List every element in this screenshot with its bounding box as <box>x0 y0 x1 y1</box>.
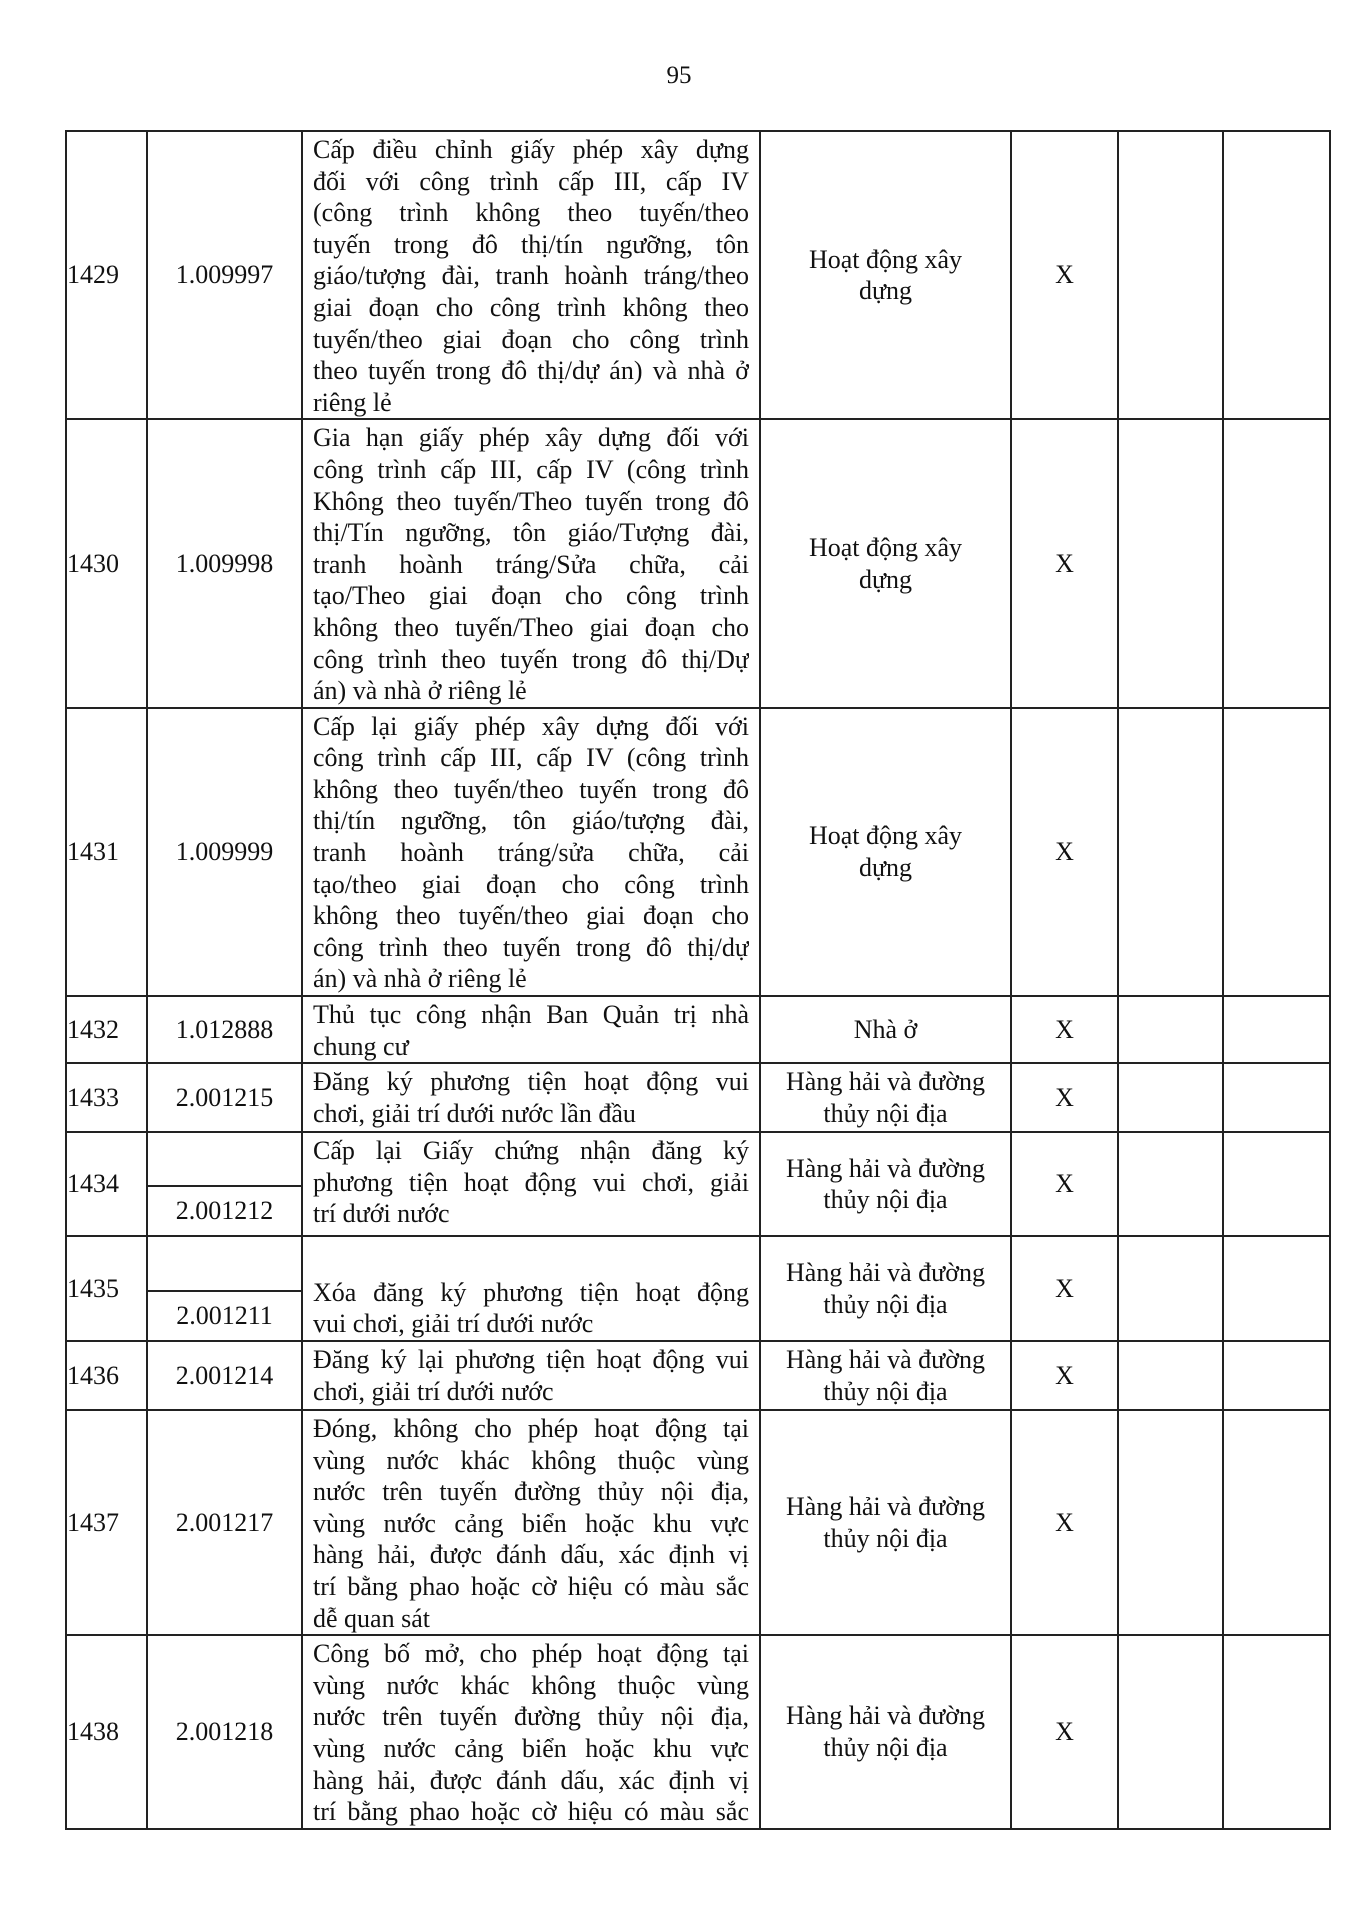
empty-cell <box>1118 1341 1223 1410</box>
procedure-name-line: công trình cấp III, cấp IV (công trình <box>313 454 749 484</box>
x-mark-text: X <box>1055 1169 1074 1199</box>
x-mark-text: X <box>1055 1717 1074 1747</box>
field-name-line: thủy nội địa <box>823 1185 948 1215</box>
procedure-name-line: trí dưới nước <box>313 1199 450 1229</box>
procedure-name-line: tuyến trong đô thị/tín ngưỡng, tôn <box>313 229 749 259</box>
procedure-name-line: dễ quan sát <box>313 1603 430 1633</box>
procedure-code-text: 1.009998 <box>175 548 274 578</box>
procedure-code-text: 1.009997 <box>175 260 274 290</box>
table-row <box>66 708 1330 996</box>
procedure-name-line: thị/Tín ngưỡng, tôn giáo/Tượng đài, <box>313 518 749 548</box>
procedure-name <box>302 1236 760 1341</box>
procedure-name <box>302 1341 760 1410</box>
procedure-name <box>302 1063 760 1132</box>
empty-cell <box>1223 708 1330 996</box>
x-mark <box>1011 419 1118 707</box>
procedure-name-line: công trình theo tuyến trong đô thị/dự <box>313 932 749 962</box>
procedure-name-line: đối với công trình cấp III, cấp IV <box>313 166 749 196</box>
procedure-code-text: 2.001218 <box>175 1717 274 1747</box>
procedure-code-text: 2.001211 <box>148 1290 301 1340</box>
procedure-name-line: Gia hạn giấy phép xây dựng đối với <box>313 423 749 453</box>
empty-cell <box>1118 1236 1223 1341</box>
procedures-table <box>65 130 1331 1830</box>
row-number <box>66 131 147 419</box>
empty-cell <box>1118 996 1223 1063</box>
procedure-name-line: trí bằng phao hoặc cờ hiệu có màu sắc <box>313 1797 749 1827</box>
procedure-name-line: không theo tuyến/Theo giai đoạn cho <box>313 612 749 642</box>
procedure-name-line: Thủ tục công nhận Ban Quản trị nhà <box>313 1000 749 1030</box>
procedure-name-line: tuyến/theo giai đoạn cho công trình <box>313 324 749 354</box>
row-number <box>66 996 147 1063</box>
procedure-code-text: 2.001217 <box>175 1507 274 1537</box>
row-number-text: 1430 <box>67 548 119 578</box>
x-mark-text: X <box>1055 1507 1074 1537</box>
field-name <box>760 996 1011 1063</box>
procedure-code <box>147 1132 302 1236</box>
x-mark <box>1011 996 1118 1063</box>
procedure-name-line: Đăng ký phương tiện hoạt động vui <box>313 1067 749 1097</box>
field-name <box>760 1132 1011 1236</box>
field-name-line: Hàng hải và đường <box>786 1067 985 1097</box>
procedure-name-line: vùng nước cảng biển hoặc khu vực <box>313 1733 749 1763</box>
empty-cell <box>1223 1410 1330 1635</box>
table-row <box>66 1635 1330 1829</box>
procedure-name-line: phương tiện hoạt động vui chơi, giải <box>313 1167 749 1197</box>
procedure-name-line: thị/tín ngưỡng, tôn giáo/tượng đài, <box>313 806 749 836</box>
empty-cell <box>1118 1132 1223 1236</box>
procedure-name-line: Cấp lại Giấy chứng nhận đăng ký <box>313 1136 749 1166</box>
procedure-name-line: án) và nhà ở riêng lẻ <box>313 964 527 994</box>
row-number-text: 1438 <box>67 1717 119 1747</box>
procedure-code-text: 2.001214 <box>175 1360 274 1390</box>
field-name-line: thủy nội địa <box>823 1098 948 1128</box>
field-name <box>760 1063 1011 1132</box>
empty-cell <box>1223 996 1330 1063</box>
procedure-name-line: tranh hoành tráng/Sửa chữa, cải <box>313 549 749 579</box>
procedure-code <box>147 1063 302 1132</box>
row-number-text: 1435 <box>67 1273 119 1303</box>
procedure-name-line: công trình cấp III, cấp IV (công trình <box>313 743 749 773</box>
row-number-text: 1437 <box>67 1507 119 1537</box>
procedure-code <box>147 1635 302 1829</box>
empty-cell <box>1118 419 1223 707</box>
procedure-name <box>302 1635 760 1829</box>
row-number <box>66 1063 147 1132</box>
procedure-name-line: Không theo tuyến/Theo tuyến trong đô <box>313 486 749 516</box>
procedure-code <box>147 419 302 707</box>
procedure-name-line: Đăng ký lại phương tiện hoạt động vui <box>313 1345 749 1374</box>
row-number-text: 1432 <box>67 1014 119 1044</box>
procedure-name-line: theo tuyến trong đô thị/dự án) và nhà ở <box>313 356 749 386</box>
procedure-name-line: (công trình không theo tuyến/theo <box>313 198 749 228</box>
empty-cell <box>1223 1063 1330 1132</box>
field-name-line: dựng <box>858 276 913 306</box>
procedure-name-line: hàng hải, được đánh dấu, xác định vị <box>313 1540 749 1570</box>
empty-cell <box>1223 1236 1330 1341</box>
procedure-name-line: tranh hoành tráng/sửa chữa, cải <box>313 838 749 868</box>
procedure-name-line <box>313 1245 749 1277</box>
row-number-text: 1433 <box>67 1082 119 1112</box>
empty-cell <box>1118 131 1223 419</box>
procedure-code <box>147 131 302 419</box>
procedure-name-line: giáo/tượng đài, tranh hoành tráng/theo <box>313 261 749 291</box>
procedure-name-line: Cấp điều chỉnh giấy phép xây dựng <box>313 135 749 164</box>
row-number-text: 1436 <box>67 1360 119 1390</box>
procedure-name-line: không theo tuyến/theo giai đoạn cho <box>313 901 749 931</box>
procedure-code <box>147 1410 302 1635</box>
x-mark-text: X <box>1055 1082 1074 1112</box>
row-number <box>66 1410 147 1635</box>
procedure-name-line: nước trên tuyến đường thủy nội địa, <box>313 1702 749 1732</box>
x-mark <box>1011 1132 1118 1236</box>
field-name-line: thủy nội địa <box>823 1732 948 1762</box>
procedure-name-line: vùng nước khác không thuộc vùng <box>313 1445 749 1475</box>
field-name-line: Hàng hải và đường <box>786 1344 985 1374</box>
empty-cell <box>1118 1635 1223 1829</box>
x-mark-text: X <box>1055 1273 1074 1303</box>
procedure-code-text: 2.001215 <box>175 1082 274 1112</box>
table-row <box>66 1341 1330 1410</box>
field-name-line: thủy nội địa <box>823 1289 948 1319</box>
field-name <box>760 1236 1011 1341</box>
procedure-name-line: vùng nước khác không thuộc vùng <box>313 1670 749 1700</box>
procedure-name-line: riêng lẻ <box>313 387 392 417</box>
procedure-name-line: vui chơi, giải trí dưới nước <box>313 1309 594 1339</box>
x-mark <box>1011 1236 1118 1341</box>
procedure-name-line: công trình theo tuyến trong đô thị/Dự <box>313 644 749 674</box>
procedure-code <box>147 1236 302 1341</box>
x-mark <box>1011 1635 1118 1829</box>
x-mark-text: X <box>1055 1360 1074 1390</box>
procedure-name-line: vùng nước cảng biển hoặc khu vực <box>313 1508 749 1538</box>
procedure-name <box>302 708 760 996</box>
empty-cell <box>1118 1063 1223 1132</box>
procedure-name <box>302 419 760 707</box>
field-name-line: Hàng hải và đường <box>786 1258 985 1288</box>
empty-cell <box>1223 419 1330 707</box>
x-mark <box>1011 1063 1118 1132</box>
empty-cell <box>1223 1635 1330 1829</box>
procedure-name-line: án) và nhà ở riêng lẻ <box>313 676 527 706</box>
field-name-line: thủy nội địa <box>823 1376 948 1406</box>
field-name-line: Hoạt động xây <box>808 821 963 851</box>
x-mark-text: X <box>1055 1014 1074 1044</box>
procedure-name-line: giai đoạn cho công trình không theo <box>313 292 749 322</box>
procedure-name-line: nước trên tuyến đường thủy nội địa, <box>313 1477 749 1507</box>
field-name <box>760 131 1011 419</box>
empty-cell <box>1223 1132 1330 1236</box>
empty-cell <box>1223 1341 1330 1410</box>
procedure-name <box>302 131 760 419</box>
procedure-name-line: trí bằng phao hoặc cờ hiệu có màu sắc <box>313 1571 749 1601</box>
procedure-code-text: 1.009999 <box>175 837 274 867</box>
field-name <box>760 708 1011 996</box>
procedure-name-line: Công bố mở, cho phép hoạt động tại <box>313 1639 749 1669</box>
field-name-line: thủy nội địa <box>823 1523 948 1553</box>
x-mark <box>1011 708 1118 996</box>
field-name-line: Nhà ở <box>853 1014 918 1044</box>
procedure-name-line: tạo/theo giai đoạn cho công trình <box>313 869 749 899</box>
procedure-name-line: chơi, giải trí dưới nước <box>313 1376 554 1406</box>
row-number <box>66 1132 147 1236</box>
row-number-text: 1431 <box>67 837 119 867</box>
table-row <box>66 131 1330 419</box>
x-mark-text: X <box>1055 548 1074 578</box>
procedure-name-line: tạo/Theo giai đoạn cho công trình <box>313 581 749 611</box>
table-row <box>66 1410 1330 1635</box>
page-number: 95 <box>666 62 692 89</box>
row-number <box>66 1341 147 1410</box>
field-name <box>760 1635 1011 1829</box>
field-name-line: Hàng hải và đường <box>786 1701 985 1731</box>
field-name <box>760 419 1011 707</box>
procedure-name-line: Cấp lại giấy phép xây dựng đối với <box>313 711 749 741</box>
x-mark <box>1011 1410 1118 1635</box>
x-mark-text: X <box>1055 837 1074 867</box>
row-number <box>66 419 147 707</box>
field-name-line: Hoạt động xây <box>808 532 963 562</box>
procedure-name-line: Đóng, không cho phép hoạt động tại <box>313 1414 749 1443</box>
procedure-code-text: 1.012888 <box>175 1014 274 1044</box>
procedure-name <box>302 1132 760 1236</box>
empty-cell <box>1118 1410 1223 1635</box>
field-name <box>760 1410 1011 1635</box>
procedure-name-line: chung cư <box>313 1031 409 1061</box>
row-number-text: 1434 <box>67 1169 119 1199</box>
row-number <box>66 708 147 996</box>
table-row <box>66 1063 1330 1132</box>
x-mark-text: X <box>1055 260 1074 290</box>
field-name <box>760 1341 1011 1410</box>
procedure-name-line: không theo tuyến/theo tuyến trong đô <box>313 774 749 804</box>
table-row <box>66 419 1330 707</box>
procedure-code <box>147 1341 302 1410</box>
procedure-name-line: Xóa đăng ký phương tiện hoạt động <box>313 1277 749 1307</box>
table-row <box>66 996 1330 1063</box>
field-name-line: Hoạt động xây <box>808 244 963 274</box>
table-row <box>66 1132 1330 1236</box>
table-row <box>66 1236 1330 1341</box>
field-name-line: dựng <box>858 852 913 882</box>
row-number <box>66 1236 147 1341</box>
empty-cell <box>1223 131 1330 419</box>
procedure-code <box>147 996 302 1063</box>
x-mark <box>1011 1341 1118 1410</box>
procedure-code <box>147 708 302 996</box>
row-number-text: 1429 <box>67 260 119 290</box>
procedure-name-line: chơi, giải trí dưới nước lần đầu <box>313 1098 636 1128</box>
procedure-name-line: hàng hải, được đánh dấu, xác định vị <box>313 1765 749 1795</box>
field-name-line: dựng <box>858 564 913 594</box>
procedure-name <box>302 1410 760 1635</box>
row-number <box>66 1635 147 1829</box>
field-name-line: Hàng hải và đường <box>786 1491 985 1521</box>
field-name-line: Hàng hải và đường <box>786 1153 985 1183</box>
empty-cell <box>1118 708 1223 996</box>
procedure-code-text: 2.001212 <box>148 1185 301 1235</box>
procedure-name <box>302 996 760 1063</box>
x-mark <box>1011 131 1118 419</box>
